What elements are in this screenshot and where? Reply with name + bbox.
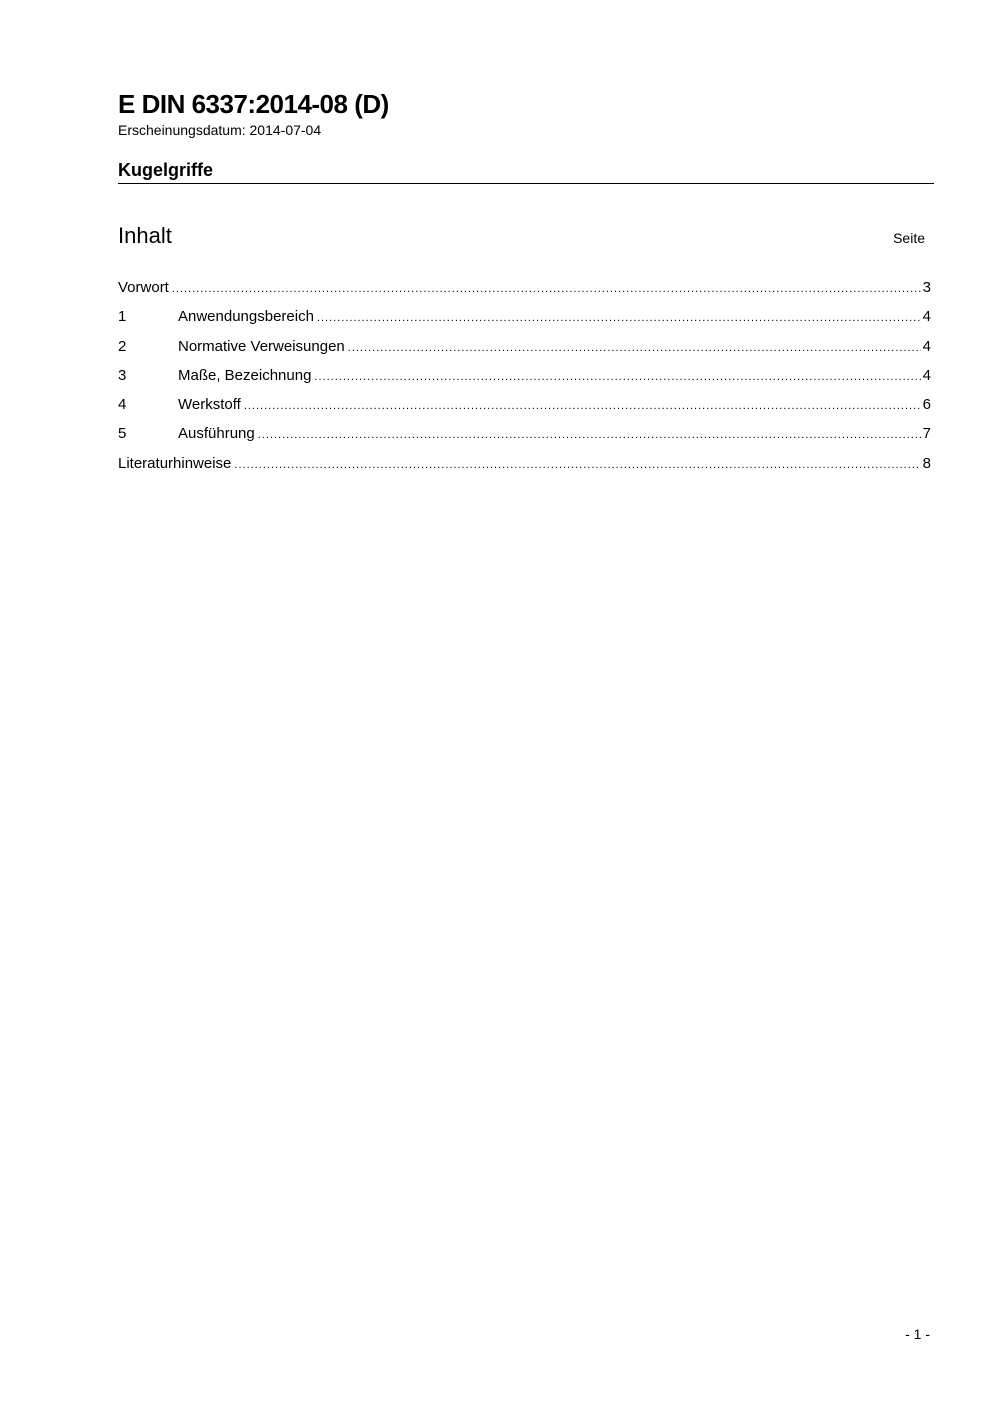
- toc-entry-ausfuehrung[interactable]: [118, 425, 931, 454]
- toc-entry-label: Anwendungsbereich: [178, 308, 314, 326]
- toc-entry-anwendungsbereich[interactable]: [118, 308, 931, 337]
- toc-entry-vorwort[interactable]: [118, 279, 931, 308]
- toc-leader-dots: [234, 456, 920, 474]
- toc-entry-normative-verweisungen[interactable]: [118, 338, 931, 367]
- toc-leader-dots: [314, 368, 920, 386]
- document-id: E DIN 6337:2014-08 (D): [118, 89, 389, 119]
- toc-entry-page: 7: [922, 425, 931, 443]
- toc-entry-literaturhinweise[interactable]: [118, 455, 931, 484]
- toc-entry-label: Vorwort: [118, 279, 169, 296]
- page-number: - 1 -: [905, 1326, 930, 1342]
- toc-entry-page: 3: [922, 279, 931, 296]
- toc-entry-number: 1: [118, 308, 127, 326]
- toc-entry-label: Normative Verweisungen: [178, 337, 345, 355]
- toc-entry-label: Maße, Bezeichnung: [178, 366, 312, 384]
- toc-entry-number: 3: [118, 366, 127, 384]
- toc-page-column-label: Seite: [893, 230, 925, 246]
- toc-entry-page: 4: [922, 366, 931, 384]
- toc-leader-dots: [348, 339, 921, 357]
- toc-entry-page: 4: [922, 308, 931, 326]
- toc-entry-page: 4: [922, 337, 931, 355]
- document-title: Kugelgriffe: [118, 160, 214, 180]
- toc-entry-page: 8: [922, 454, 931, 472]
- table-of-contents: [118, 279, 931, 484]
- toc-entry-label: Literaturhinweise: [118, 454, 232, 472]
- toc-heading: Inhalt: [118, 223, 172, 248]
- toc-entry-page: 6: [922, 396, 931, 414]
- toc-entry-werkstoff[interactable]: [118, 396, 931, 425]
- toc-entry-label: Ausführung: [178, 425, 255, 443]
- toc-entry-label: Werkstoff: [178, 396, 241, 414]
- toc-entry-masse-bezeichnung[interactable]: [118, 367, 931, 396]
- toc-entry-number: 5: [118, 425, 127, 443]
- toc-leader-dots: [172, 280, 921, 298]
- title-divider: [118, 183, 934, 184]
- toc-entry-number: 2: [118, 337, 127, 355]
- publication-date: Erscheinungsdatum: 2014-07-04: [118, 122, 322, 138]
- toc-leader-dots: [258, 426, 921, 444]
- toc-leader-dots: [244, 397, 921, 415]
- toc-entry-number: 4: [118, 396, 127, 414]
- toc-leader-dots: [317, 309, 921, 327]
